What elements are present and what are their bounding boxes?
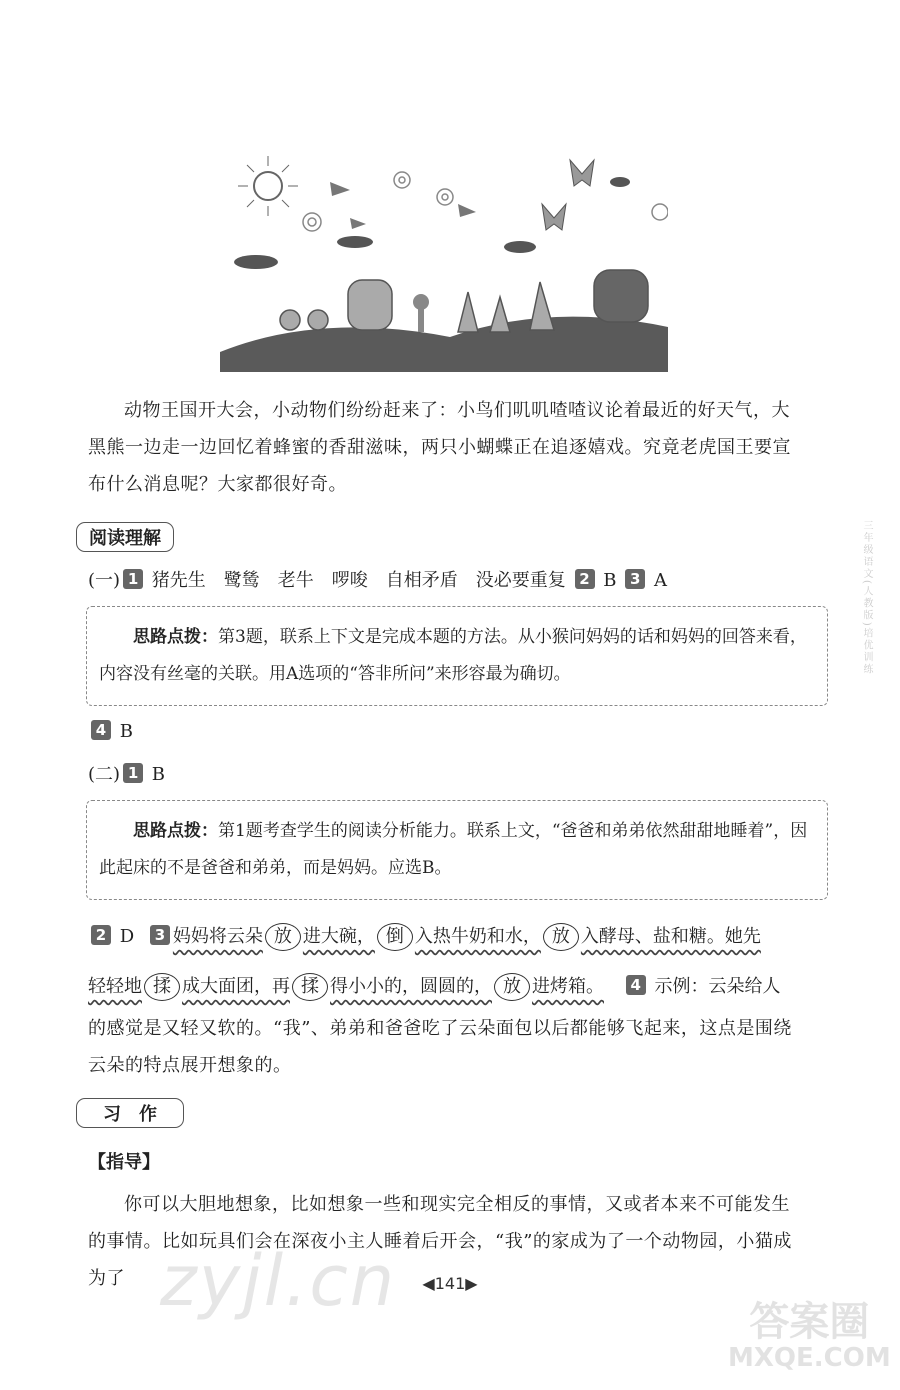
section-title-reading: 阅读理解 — [76, 522, 174, 552]
tip-text: 第1题考查学生的阅读分析能力。联系上文，“爸爸和弟弟依然甜甜地睡着”，因此起床的不是爸爸和弟弟，而是妈妈。应选B。 — [99, 821, 808, 878]
part1-answers-line — [88, 566, 667, 592]
tip-box — [86, 606, 828, 706]
answer-text: 示例：云朵给人 — [654, 976, 781, 997]
animal-kingdom-illustration — [220, 152, 668, 372]
answer-text: B — [603, 570, 617, 591]
text-segment: 得小小的，圆圆的， — [330, 976, 492, 997]
intro-paragraph: 动物王国开大会，小动物们纷纷赶来了：小鸟们叽叽喳喳议论着最近的好天气，大黑熊一边走一边回忆着蜂蜜的香甜滋味，两只小蝴蝶正在追逐嬉戏。究竟老虎国王要宣布什么消息呢？大家都很好奇。 — [88, 400, 791, 495]
answer-text: B — [151, 764, 166, 785]
part2-q2-q3-line — [88, 922, 761, 951]
guide-label: 【指导】 — [88, 1152, 160, 1173]
circled-verb: 倒 — [377, 923, 413, 951]
question-number: 3 — [625, 569, 645, 589]
question-number: 2 — [91, 925, 111, 945]
tip-label: 思路点拨： — [133, 821, 218, 841]
part-label: (一) — [88, 570, 121, 591]
circled-verb: 放 — [494, 973, 530, 1001]
text-segment: 入热牛奶和水， — [414, 926, 541, 947]
section-title-writing: 习 作 — [76, 1098, 184, 1128]
tip-box — [86, 800, 828, 900]
sidebar-text: 三年级语文(人教版)培优训练 — [861, 520, 872, 676]
question-number: 3 — [150, 925, 170, 945]
text-segment: 妈妈将云朵 — [172, 926, 263, 947]
page-number — [412, 1274, 488, 1293]
text-segment: 进大碗， — [302, 926, 375, 947]
text-segment: 入酵母、盐和糖。她先 — [580, 926, 761, 947]
question-number: 2 — [575, 569, 595, 589]
tip-text: 第3题，联系上下文是完成本题的方法。从小猴问妈妈的话和妈妈的回答来看，内容没有丝毫的关联。用A选项的“答非所问”来形容最为确切。 — [99, 627, 807, 684]
circled-verb: 放 — [543, 923, 579, 951]
q3-sentence-line2 — [88, 976, 604, 997]
watermark-bottom: MXQE.COM — [728, 1343, 891, 1373]
answer-text: 猪先生 鹭鸶 老牛 啰唆 自相矛盾 没必要重复 — [151, 570, 566, 591]
answer-text: A — [653, 570, 667, 591]
part-label: (二) — [88, 764, 121, 785]
text-segment: 进烤箱。 — [532, 976, 604, 997]
question-number: 1 — [123, 569, 143, 589]
watermark-logo: zyjl.cn — [160, 1240, 397, 1322]
q3-sentence-line1 — [173, 926, 761, 947]
watermark-badge — [728, 1300, 891, 1373]
circled-verb: 揉 — [292, 973, 328, 1001]
question-number: 4 — [626, 975, 646, 995]
question-number: 1 — [123, 763, 143, 783]
arrow-right-icon: ▶ — [465, 1274, 478, 1293]
text-segment: 成大面团，再 — [182, 976, 290, 997]
question-number: 4 — [91, 720, 111, 740]
answer-text: D — [119, 926, 135, 947]
watermark-top: 答案圈 — [749, 1299, 870, 1345]
part2-q3-q4-line — [88, 972, 780, 1001]
text-segment: 轻轻地 — [88, 976, 142, 997]
answer-text: B — [119, 721, 133, 742]
guide-paragraph: 你可以大胆地想象，比如想象一些和现实完全相反的事情，又或者本来不可能发生的事情。比如玩具们会在深夜小主人睡着后开会，“我”的家成为了一个动物园，小猫成为了 — [88, 1194, 792, 1289]
circled-verb: 揉 — [144, 973, 180, 1001]
part1-q4-line — [88, 720, 133, 742]
circled-verb: 放 — [265, 923, 301, 951]
part2-q1-line — [88, 760, 165, 786]
page-number-value: 141 — [434, 1274, 466, 1293]
q4-answer-continued: 的感觉是又轻又软的。“我”、弟弟和爸爸吃了云朵面包以后都能够飞起来，这点是围绕云朵的特点展开想象的。 — [88, 1018, 792, 1076]
tip-label: 思路点拨： — [133, 627, 218, 647]
arrow-left-icon: ◀ — [422, 1274, 435, 1293]
